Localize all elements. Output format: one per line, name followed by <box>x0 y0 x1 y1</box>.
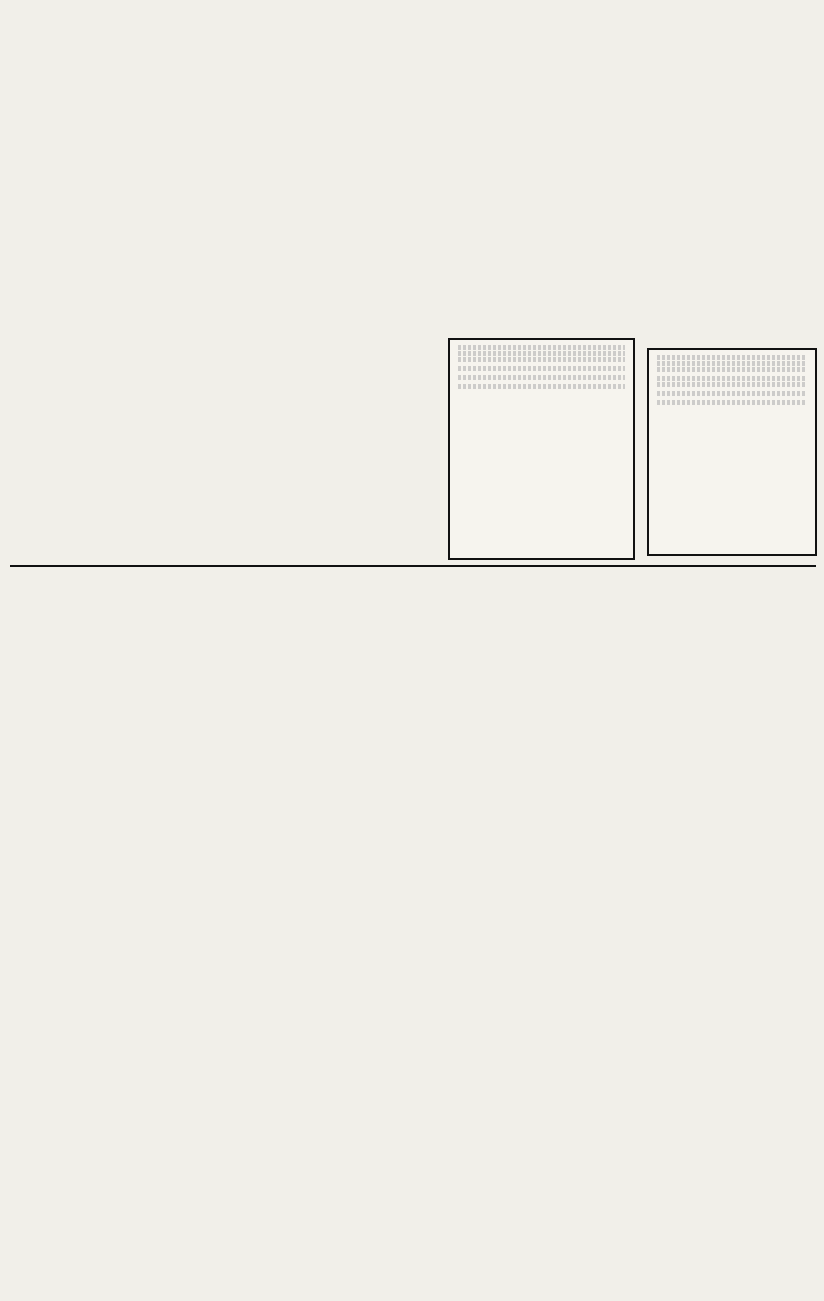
nursing-opportunities-ad <box>647 348 817 556</box>
healthcare-opportunities-ad <box>448 338 635 560</box>
service-guide-columns <box>10 610 816 1294</box>
home-service-guide-banner <box>10 565 816 607</box>
healthcare-body <box>450 345 633 362</box>
page-header <box>0 0 824 12</box>
